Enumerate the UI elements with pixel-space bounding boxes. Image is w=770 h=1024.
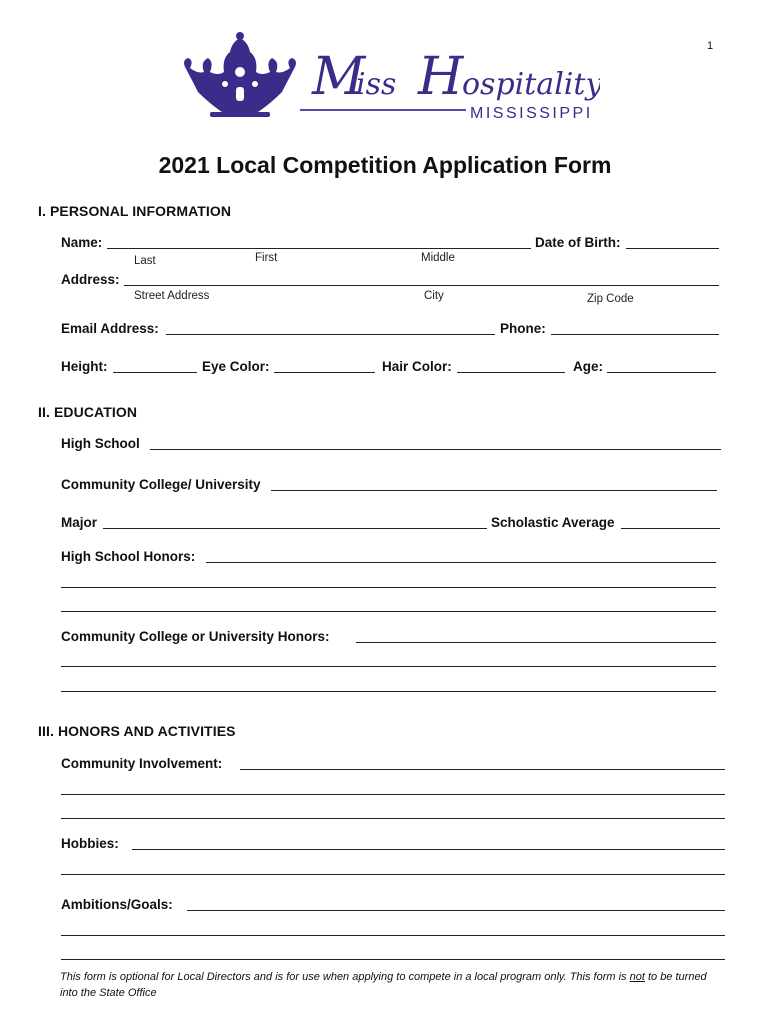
hobbies-field[interactable] — [132, 849, 725, 850]
height-label: Height: — [61, 359, 108, 374]
age-field[interactable] — [607, 372, 716, 373]
footer-text-2: to be turned into the State Office — [60, 971, 707, 999]
city-caption: City — [424, 290, 444, 302]
page-number: 1 — [707, 40, 714, 52]
page-title: 2021 Local Competition Application Form — [158, 152, 612, 178]
address-label: Address: — [61, 272, 120, 287]
scholastic-field[interactable] — [621, 528, 720, 529]
college-field[interactable] — [271, 490, 717, 491]
dob-field[interactable] — [626, 248, 719, 249]
age-label: Age: — [573, 359, 603, 374]
scholastic-label: Scholastic Average — [491, 515, 615, 530]
street-caption: Street Address — [134, 290, 210, 302]
svg-text:M: M — [312, 47, 366, 107]
hs-honors-label: High School Honors: — [61, 549, 196, 564]
footer-text-1: This form is optional for Local Directors and is for use when applying to compete in a local program only. This form is — [60, 971, 630, 983]
phone-field[interactable] — [551, 334, 719, 335]
svg-text:H: H — [418, 47, 464, 107]
hs-honors-field[interactable] — [206, 562, 716, 563]
community-line[interactable] — [61, 818, 725, 819]
svg-text:MISSISSIPPI: MISSISSIPPI — [470, 105, 593, 122]
address-field[interactable] — [124, 285, 719, 286]
footer-note — [60, 969, 710, 1001]
college-honors-label: Community College or University Honors: — [61, 629, 330, 644]
section-honors-heading: III. HONORS AND ACTIVITIES — [38, 723, 236, 739]
high-school-label: High School — [61, 436, 140, 451]
major-field[interactable] — [103, 528, 487, 529]
ambitions-line[interactable] — [61, 935, 725, 936]
height-field[interactable] — [113, 372, 197, 373]
ambitions-field[interactable] — [187, 910, 725, 911]
hs-honors-line[interactable] — [61, 587, 716, 588]
community-line[interactable] — [61, 794, 725, 795]
college-honors-line[interactable] — [61, 691, 716, 692]
community-field[interactable] — [240, 769, 725, 770]
last-caption: Last — [134, 255, 156, 267]
miss-hospitality-logo — [180, 32, 600, 127]
hair-color-label: Hair Color: — [382, 359, 452, 374]
hs-honors-line[interactable] — [61, 611, 716, 612]
zip-caption: Zip Code — [587, 293, 634, 305]
crown-icon — [180, 32, 600, 127]
name-field[interactable] — [107, 248, 531, 249]
hobbies-label: Hobbies: — [61, 836, 119, 851]
middle-caption: Middle — [421, 252, 455, 264]
phone-label: Phone: — [500, 321, 546, 336]
name-label: Name: — [61, 235, 103, 250]
ambitions-label: Ambitions/Goals: — [61, 897, 173, 912]
eye-color-field[interactable] — [274, 372, 375, 373]
svg-text:iss: iss — [356, 67, 397, 102]
community-label: Community Involvement: — [61, 756, 223, 771]
section-personal-heading: I. PERSONAL INFORMATION — [38, 203, 232, 219]
high-school-field[interactable] — [150, 449, 721, 450]
hair-color-field[interactable] — [457, 372, 565, 373]
college-label: Community College/ University — [61, 477, 261, 492]
section-education-heading: II. EDUCATION — [38, 404, 138, 420]
email-label: Email Address: — [61, 321, 159, 336]
first-caption: First — [255, 252, 278, 264]
major-label: Major — [61, 515, 98, 530]
dob-label: Date of Birth: — [535, 235, 621, 250]
ambitions-line[interactable] — [61, 959, 725, 960]
footer-not: not — [629, 971, 645, 983]
college-honors-field[interactable] — [356, 642, 716, 643]
eye-color-label: Eye Color: — [202, 359, 270, 374]
college-honors-line[interactable] — [61, 666, 716, 667]
svg-text:ospitality: ospitality — [462, 67, 600, 102]
email-field[interactable] — [166, 334, 495, 335]
hobbies-line[interactable] — [61, 874, 725, 875]
